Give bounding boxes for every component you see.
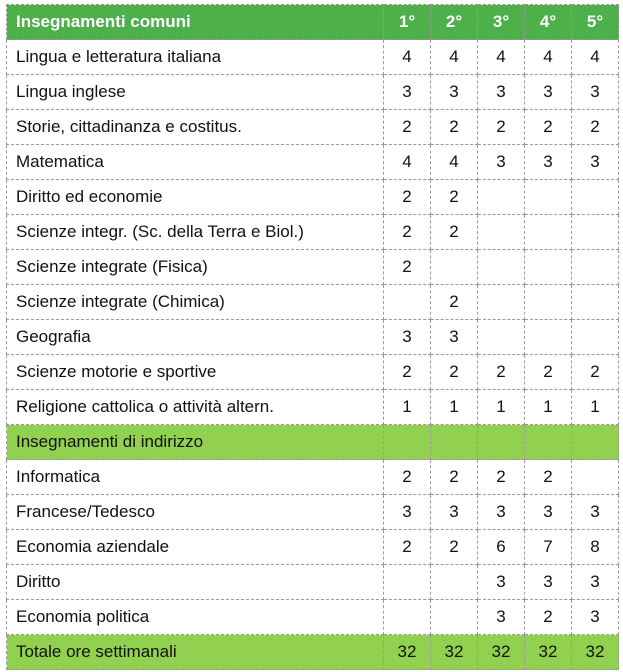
hours-year-1: 2 (384, 460, 431, 495)
hours-year-3: 4 (478, 40, 525, 75)
total-row (7, 635, 619, 670)
hours-year-1: 3 (384, 495, 431, 530)
hours-year-1: 3 (384, 75, 431, 110)
hours-year-3: 2 (478, 460, 525, 495)
hours-year-2: 2 (431, 215, 478, 250)
table-row (7, 75, 619, 110)
hours-year-1: 2 (384, 530, 431, 565)
hours-year-1: 2 (384, 180, 431, 215)
hours-year-5 (572, 285, 619, 320)
table-row (7, 600, 619, 635)
section-cell (431, 425, 478, 460)
section-label: Insegnamenti di indirizzo (7, 425, 384, 460)
hours-year-3: 2 (478, 110, 525, 145)
header-year-5: 5° (572, 5, 619, 40)
hours-year-5: 4 (572, 40, 619, 75)
hours-year-3: 1 (478, 390, 525, 425)
table-row (7, 530, 619, 565)
total-hours-year-3: 32 (478, 635, 525, 670)
section-cell (384, 425, 431, 460)
hours-year-2: 2 (431, 110, 478, 145)
common-subjects-body (7, 40, 619, 425)
table-header-row (7, 5, 619, 40)
hours-year-4 (525, 215, 572, 250)
hours-year-4: 2 (525, 355, 572, 390)
hours-year-3 (478, 180, 525, 215)
hours-year-5 (572, 215, 619, 250)
header-year-4: 4° (525, 5, 572, 40)
table-row (7, 285, 619, 320)
hours-year-4: 3 (525, 495, 572, 530)
hours-year-3: 3 (478, 565, 525, 600)
hours-year-1: 2 (384, 355, 431, 390)
section-cell (572, 425, 619, 460)
hours-year-2 (431, 565, 478, 600)
hours-year-5: 3 (572, 565, 619, 600)
hours-year-1 (384, 565, 431, 600)
hours-year-5: 3 (572, 75, 619, 110)
header-year-2: 2° (431, 5, 478, 40)
hours-year-3 (478, 285, 525, 320)
hours-year-5: 8 (572, 530, 619, 565)
subject-name: Scienze integr. (Sc. della Terra e Biol.) (7, 215, 384, 250)
table-row (7, 320, 619, 355)
hours-year-3: 2 (478, 355, 525, 390)
hours-year-2: 3 (431, 75, 478, 110)
total-hours-year-4: 32 (525, 635, 572, 670)
header-common-subjects: Insegnamenti comuni (7, 5, 384, 40)
hours-year-1: 2 (384, 215, 431, 250)
hours-year-3: 3 (478, 145, 525, 180)
section-row-specialization (7, 425, 619, 460)
hours-year-4: 7 (525, 530, 572, 565)
hours-year-5: 2 (572, 110, 619, 145)
hours-year-1: 3 (384, 320, 431, 355)
subject-name: Geografia (7, 320, 384, 355)
hours-year-2: 2 (431, 285, 478, 320)
hours-year-3: 3 (478, 75, 525, 110)
hours-year-4: 3 (525, 565, 572, 600)
subject-name: Francese/Tedesco (7, 495, 384, 530)
hours-year-5: 1 (572, 390, 619, 425)
subject-name: Economia politica (7, 600, 384, 635)
hours-year-4: 4 (525, 40, 572, 75)
hours-year-2: 2 (431, 355, 478, 390)
table-row (7, 40, 619, 75)
hours-year-2: 3 (431, 320, 478, 355)
subject-name: Diritto ed economie (7, 180, 384, 215)
hours-year-5: 3 (572, 600, 619, 635)
hours-year-5: 3 (572, 495, 619, 530)
hours-year-3: 3 (478, 600, 525, 635)
subject-name: Matematica (7, 145, 384, 180)
total-hours-year-5: 32 (572, 635, 619, 670)
hours-year-4 (525, 250, 572, 285)
subject-name: Lingua inglese (7, 75, 384, 110)
subject-name: Economia aziendale (7, 530, 384, 565)
hours-year-2: 3 (431, 495, 478, 530)
hours-year-2 (431, 250, 478, 285)
hours-year-3 (478, 215, 525, 250)
hours-year-3 (478, 250, 525, 285)
hours-year-3: 3 (478, 495, 525, 530)
hours-year-2 (431, 600, 478, 635)
hours-year-2: 2 (431, 180, 478, 215)
total-label: Totale ore settimanali (7, 635, 384, 670)
hours-year-4: 1 (525, 390, 572, 425)
table-row (7, 110, 619, 145)
hours-year-4 (525, 285, 572, 320)
hours-year-5: 3 (572, 145, 619, 180)
table-row (7, 355, 619, 390)
subject-name: Religione cattolica o attività altern. (7, 390, 384, 425)
hours-year-1: 4 (384, 145, 431, 180)
subject-name: Lingua e letteratura italiana (7, 40, 384, 75)
table-row (7, 495, 619, 530)
specialization-subjects-body (7, 460, 619, 635)
hours-year-5 (572, 180, 619, 215)
hours-year-2: 4 (431, 40, 478, 75)
header-year-1: 1° (384, 5, 431, 40)
hours-year-2: 4 (431, 145, 478, 180)
hours-year-5: 2 (572, 355, 619, 390)
table-row (7, 250, 619, 285)
hours-year-4: 2 (525, 600, 572, 635)
hours-year-1: 2 (384, 250, 431, 285)
hours-year-4: 2 (525, 110, 572, 145)
subject-name: Diritto (7, 565, 384, 600)
hours-year-4 (525, 180, 572, 215)
hours-year-5 (572, 460, 619, 495)
subject-name: Scienze integrate (Chimica) (7, 285, 384, 320)
hours-year-2: 2 (431, 530, 478, 565)
total-hours-year-1: 32 (384, 635, 431, 670)
hours-year-2: 1 (431, 390, 478, 425)
table-row (7, 565, 619, 600)
subject-name: Informatica (7, 460, 384, 495)
subject-name: Scienze motorie e sportive (7, 355, 384, 390)
section-cell (478, 425, 525, 460)
hours-year-2: 2 (431, 460, 478, 495)
hours-year-3 (478, 320, 525, 355)
hours-year-1: 4 (384, 40, 431, 75)
hours-year-4: 3 (525, 145, 572, 180)
subject-name: Storie, cittadinanza e costitus. (7, 110, 384, 145)
header-year-3: 3° (478, 5, 525, 40)
table-row (7, 215, 619, 250)
total-hours-year-2: 32 (431, 635, 478, 670)
hours-year-4: 3 (525, 75, 572, 110)
hours-year-1 (384, 600, 431, 635)
table-row (7, 180, 619, 215)
hours-year-5 (572, 250, 619, 285)
hours-year-1: 1 (384, 390, 431, 425)
hours-year-5 (572, 320, 619, 355)
table-row (7, 390, 619, 425)
hours-year-4: 2 (525, 460, 572, 495)
curriculum-table (6, 4, 619, 670)
subject-name: Scienze integrate (Fisica) (7, 250, 384, 285)
table-row (7, 145, 619, 180)
hours-year-4 (525, 320, 572, 355)
hours-year-1 (384, 285, 431, 320)
table-row (7, 460, 619, 495)
section-cell (525, 425, 572, 460)
hours-year-3: 6 (478, 530, 525, 565)
hours-year-1: 2 (384, 110, 431, 145)
